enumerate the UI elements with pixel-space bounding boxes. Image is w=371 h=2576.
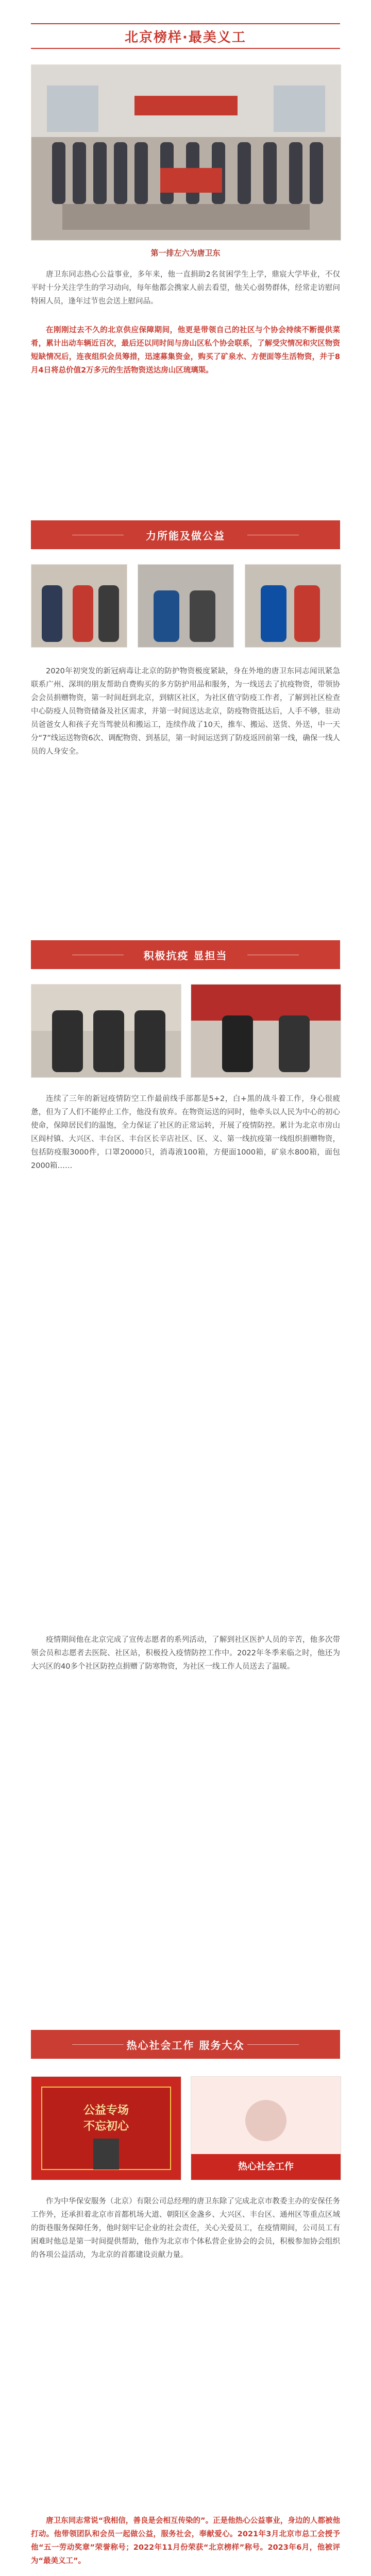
charity-photo-2 xyxy=(138,564,234,648)
charity-photo-1-illustration xyxy=(31,565,127,647)
section1-paragraph-1: 唐卫东同志热心公益事业，多年来，他一直捐助2名贫困学生上学，鼎宸大学毕业，不仅平时十分关注学生的学习动向，每年他都会携家人前去看望，他关心弱势群体，经常走访慰问特困人员，逢年过节也会送上慰问品。 xyxy=(31,270,340,306)
antiepidemic-photo-1 xyxy=(31,984,181,1078)
group-photo-illustration xyxy=(31,65,341,240)
antiepidemic-photo-1-illustration xyxy=(31,985,181,1077)
section4-paragraph-2: 唐卫东同志常说“我相信，善良是会相互传染的”。正是他热心公益事业，身边的人都被他打动。他带领团队和会员一起做公益，服务社会，奉献爱心。2021年3月北京市总工会授予他“五一劳动奖章”荣誉称号；2022年11月份荣获“北京榜样”称号。2023年6月，他被评为“最美义工”。 xyxy=(31,2517,340,2565)
page-title-bar xyxy=(31,23,340,49)
section-banner-text: 热心社会工作 服务大众 xyxy=(126,2039,245,2052)
page-title: 北京榜样·最美义工 xyxy=(125,29,246,45)
photo-caption: 第一排左六为唐卫东 xyxy=(150,248,221,258)
section-banner-text: 力所能及做公益 xyxy=(146,529,225,542)
group-photo xyxy=(31,64,341,241)
section2-paragraph: 2020年初突发的新冠病毒让北京的防护物资极度紧缺，身在外地的唐卫东同志闻讯紧急联系广州、深圳的朋友帮助自费购买的多方防护用品和服务，为一线送去了抗疫物资，带领协会会员捐赠物资，第一时间赶到北京，到辖区社区，为社区值守防疫工作者，了解到社区检查中心防疫人员物资储备及社区需求，并第一时间送达北京，防疫物资抵达后，人手不够，驻动员爸爸女人和孩子充当驾驶员和搬运工，连续作战了10天，推车、搬运、送货、外送，中一天分“7”线运送物资6次、调配物资、到基层，第一时间运送到了防疫返回前第一线，确保一线人员的人身安全。 xyxy=(31,667,340,756)
charity-photo-1 xyxy=(31,564,127,648)
section3-paragraph-1: 连续了三年的新冠疫情防空工作最前线手部都是5+2，白+黑的战斗着工作，身心很疲惫，但为了人们不能停止工作，他没有放弃。在物资运送的同时，他牵头以人民为中心的初心使命，保障居民们的温饱，全力保证了社区的正常运转，开展了疫情防控。累计为北京市房山区阎村镇、大兴区、丰台区、丰台区长辛店社区、区、义、第一线抗疫第一线组织捐赠物资，包括防疫服3000件，口罩20000只，消毒液100箱，方便面1000箱，矿泉水800箱，面包2000箱…… xyxy=(31,1095,340,1170)
poster-right xyxy=(191,2076,341,2180)
section-banner-charity xyxy=(31,520,340,549)
section1-paragraph-2: 在刚刚过去不久的北京供应保障期间，他更是带领自己的社区与个协会持续不断提供菜肴，累计出动车辆近百次，最后还以同时间与房山区私个协会联系，了解受灾情况和灾区物资短缺情况后，连夜组织会员筹措，迅速募集资金，购买了矿泉水、方便面等生活物资，并于8月4日将总价值2万多元的生活物资送达房山区琉璃渠。 xyxy=(31,326,340,375)
section-banner-text: 积极抗疫 显担当 xyxy=(143,949,228,962)
antiepidemic-photo-2-illustration xyxy=(191,985,341,1077)
banner-left-line xyxy=(72,2044,124,2045)
antiepidemic-photo-2 xyxy=(191,984,341,1078)
charity-photo-2-illustration xyxy=(138,565,233,647)
charity-photo-3-illustration xyxy=(245,565,341,647)
poster-left xyxy=(31,2076,181,2180)
section4-paragraph-1: 作为中华保安服务（北京）有限公司总经理的唐卫东除了完成北京市教委主办的安保任务工作外，还承担着北京市首都机场大道、朝阳区金盏乡、大兴区、丰台区、通州区等重点区域的街巷服务保障任务，他时刻牢记企业的社会责任，关心关爱员工，在疫情期间，公司员工有困难时他总是第一时间提供帮助，他作为北京市个体私营企业协会的会员，积极参加协会组织的各项公益活动，为北京的首都建设贡献力量。 xyxy=(31,2197,340,2259)
banner-right-line xyxy=(247,2044,299,2045)
section-banner-social xyxy=(31,2030,340,2059)
section-banner-antiepidemic xyxy=(31,940,340,969)
section3-paragraph-2: 疫情期间他在北京完成了宣传志愿者的系列活动，了解到社区医护人员的辛苦，他多次带领会员和志愿者去医院、社区站，积极投入疫情防控工作中。2022年冬季来临之时，他还为大兴区的40多个社区防控点捐赠了防寒物资，为社区一线工作人员送去了温暖。 xyxy=(31,1636,340,1671)
poster-left-title: 公益专场 不忘初心 xyxy=(83,2104,129,2133)
poster-right-title: 热心社会工作 xyxy=(238,2161,294,2172)
charity-photo-3 xyxy=(245,564,341,648)
